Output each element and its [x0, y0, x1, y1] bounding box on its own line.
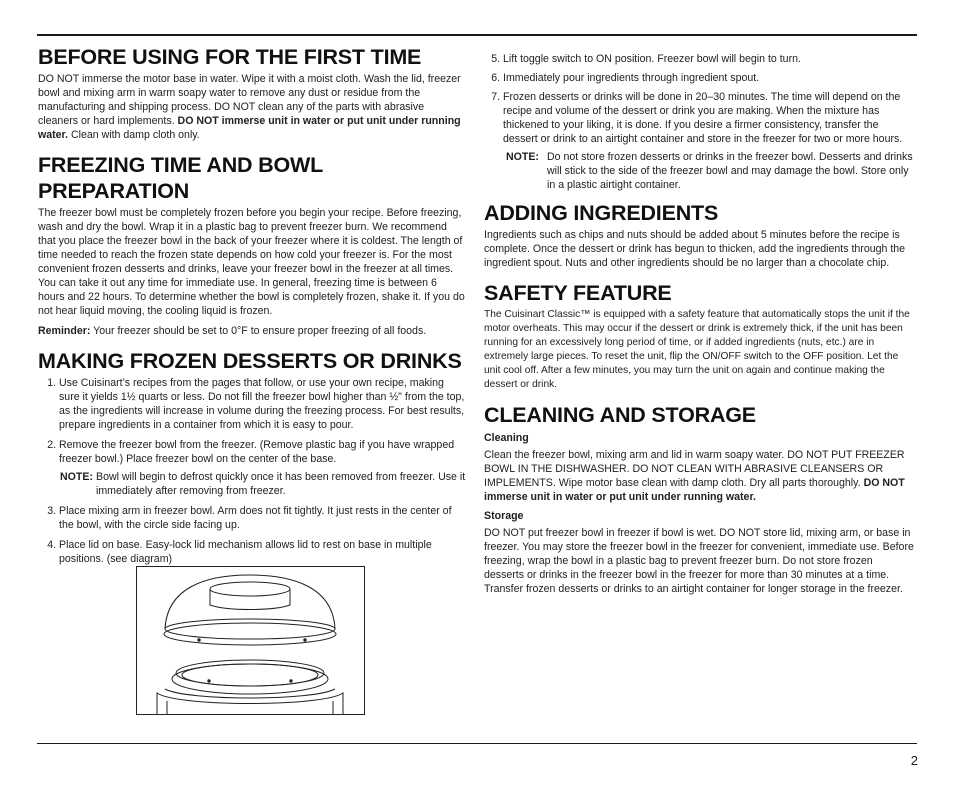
heading-first-time: BEFORE USING FOR THE FIRST TIME [38, 45, 422, 69]
heading-adding: ADDING INGREDIENTS [484, 201, 719, 225]
first-time-body: DO NOT immerse the motor base in water. Wipe it with a moist cloth. Wash the lid, freezer bowl and mixing arm in warm soapy water to remove any dust or residue from the manufacturing and shipping process. DO NOT clean any of the parts with abrasive cleaners or hard implements. DO NOT immerse unit in water or put unit under running water. Clean with damp cloth only. [38, 73, 461, 141]
section-first-time [38, 44, 466, 142]
note-defrost: NOTE: Bowl will begin to defrost quickly once it has been removed from freezer. Use it immediately after removing from freezer. [60, 471, 466, 497]
making-steps-right [484, 52, 914, 146]
bottom-rule [37, 743, 917, 744]
making-steps [38, 376, 466, 466]
section-adding [484, 200, 914, 270]
right-column [484, 50, 914, 602]
safety-body: The Cuisinart Classic™ is equipped with a safety feature that automatically stops the unit if the motor overheats. This may occur if the dessert or drink is extremely thick, if the unit has been running for an excessively long period of time, or if added ingredients (nuts, etc.) are in extremely large pieces. To reset the unit, flip the ON/OFF switch to the OFF position. Let the unit cool off. After a few minutes, you may turn the unit on again and continue making the dessert or drink. [484, 309, 910, 390]
step-4: 4. Place lid on base. Easy-lock lid mechanism allows lid to rest on base in multiple positions. (see diagram) [59, 538, 466, 566]
heading-cleaning: CLEANING AND STORAGE [484, 403, 756, 427]
freezing-body: The freezer bowl must be completely frozen before you begin your recipe. Before freezing, wash and dry the bowl. Wrap it in a plastic bag to prevent freezer burn. We recommend that you place the freezer bowl in the back of your freezer where it is coldest. The length of time needed to reach the frozen state depends on how cold your freezer is. For the most convenient frozen desserts and drinks, leave your freezer bowl in the freezer at all times. You can take it out any time for immediate use. In general, freezing time is between 6 hours and 22 hours. To determine whether the bowl is completely frozen, shake it. If you do not hear liquid moving, the cooling liquid is frozen. [38, 207, 465, 317]
cleaning-subheading: Cleaning [484, 432, 529, 444]
section-making [38, 348, 466, 566]
step-7: 7. Frozen desserts or drinks will be done in 20–30 minutes. The time will depend on the recipe and volume of the dessert or drink you are making. When the mixture has thickened to your liking, it is done. If you desire a firmer consistency, transfer the dessert or drink to an airtight container and store in the freezer for two or more hours. [503, 90, 914, 146]
step-3: 3. Place mixing arm in freezer bowl. Arm does not fit tightly. It just rests in the center of the bowl, with the circle side facing up. [59, 504, 466, 532]
cleaning-body: Clean the freezer bowl, mixing arm and lid in warm soapy water. DO NOT PUT FREEZER BOWL IN THE DISHWASHER. DO NOT CLEAN WITH ABRASIVE CLEANSERS OR IMPLEMENTS. Wipe motor base clean with damp cloth. Dry all parts thoroughly. DO NOT immerse unit in water or put unit under running water. [484, 449, 905, 503]
page-number: 2 [910, 753, 918, 768]
step-6: 6. Immediately pour ingredients through ingredient spout. [503, 71, 914, 85]
note-storage: NOTE: Do not store frozen desserts or drinks in the freezer bowl. Desserts and drinks will stick to the side of the freezer bowl and may damage the bowl. Store only in a plastic airtight container. [506, 151, 913, 191]
storage-subheading: Storage [484, 510, 524, 522]
heading-freezing: FREEZING TIME AND BOWL PREPARATION [38, 153, 323, 203]
step-1: 1. Use Cuisinart’s recipes from the pages that follow, or use your own recipe, making sure it yields 1½ quarts or less. Do not fill the freezer bowl higher than ½" from the top, as the ingredients will increase in volume during the freezing process. For best results, prepare ingredients in a container from which it is easy to pour. [59, 376, 466, 432]
making-steps-cont [38, 504, 466, 566]
section-freezing [38, 152, 466, 338]
top-rule [37, 34, 917, 36]
lid-diagram [136, 566, 365, 715]
storage-body: DO NOT put freezer bowl in freezer if bowl is wet. DO NOT store lid, mixing arm, or base in freezer. You may store the freezer bowl in the freezer for convenient, immediate use. Before freezing, wrap the bowl in a plastic bag to prevent freezer burn. Do not store frozen desserts or drinks in the freezer bowl in the freezer for more than 30 minutes at a time. Transfer frozen desserts or drinks to an airtight container for longer storage in the freezer. [484, 527, 914, 595]
section-cleaning [484, 402, 914, 596]
left-column [38, 44, 466, 572]
adding-body: Ingredients such as chips and nuts should be added about 5 minutes before the recipe is complete. Once the dessert or drink has begun to thicken, add the ingredients through the ingredient spout. Nuts and other ingredients should be no larger than a chocolate chip. [484, 229, 906, 269]
lid-diagram-illustration [137, 567, 364, 714]
step-2: 2. Remove the freezer bowl from the freezer. (Remove plastic bag if you have wrapped freezer bowl.) Place freezer bowl on the center of the base. [59, 438, 466, 466]
section-safety [484, 280, 914, 392]
step-5: 5. Lift toggle switch to ON position. Freezer bowl will begin to turn. [503, 52, 914, 66]
heading-making: MAKING FROZEN DESSERTS OR DRINKS [38, 349, 462, 373]
reminder: Reminder: Your freezer should be set to 0°F to ensure proper freezing of all foods. [38, 325, 427, 337]
heading-safety: SAFETY FEATURE [484, 281, 672, 305]
